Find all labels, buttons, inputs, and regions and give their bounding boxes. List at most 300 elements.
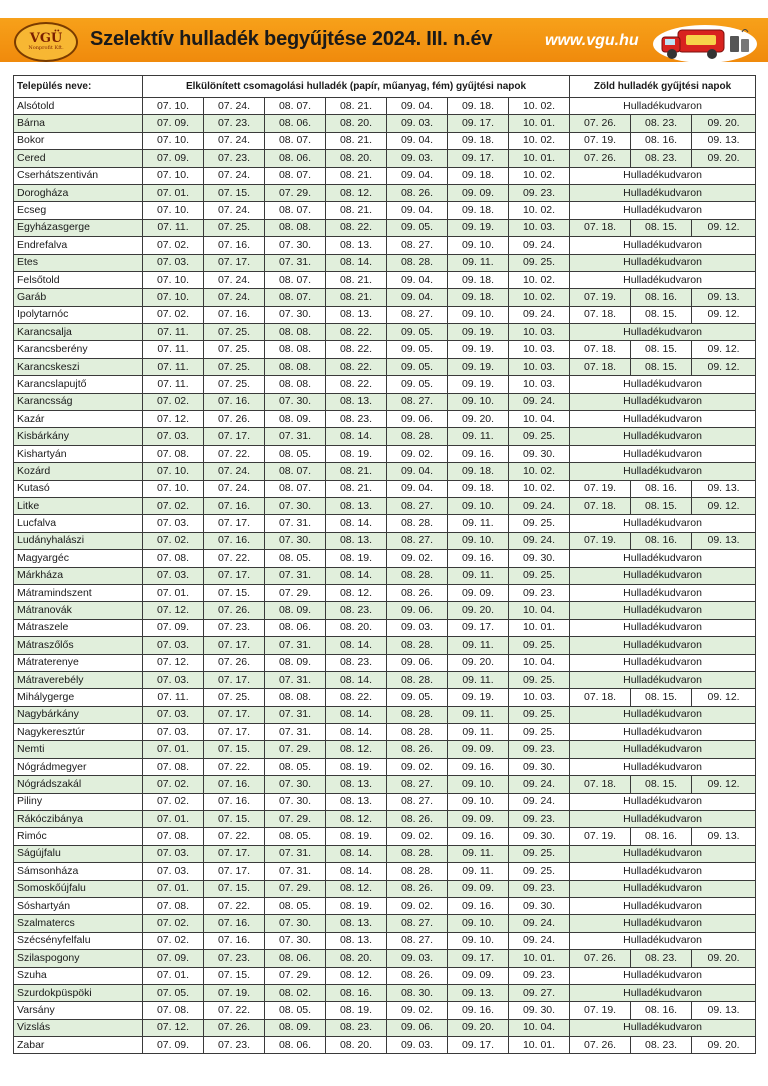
packaging-date: 08. 27.: [387, 932, 448, 949]
packaging-date: 07. 16.: [204, 915, 265, 932]
green-date: 09. 12.: [692, 219, 756, 236]
packaging-date: 09. 19.: [448, 324, 509, 341]
schedule-table-body: [14, 98, 756, 1054]
packaging-date: 09. 18.: [448, 98, 509, 115]
packaging-date: 09. 11.: [448, 515, 509, 532]
packaging-date: 08. 19.: [326, 897, 387, 914]
packaging-date: 08. 12.: [326, 880, 387, 897]
packaging-date: 09. 19.: [448, 341, 509, 358]
packaging-date: 07. 01.: [143, 880, 204, 897]
green-collection-note: Hulladékudvaron: [570, 897, 756, 914]
packaging-date: 07. 31.: [265, 515, 326, 532]
packaging-date: 09. 09.: [448, 880, 509, 897]
packaging-date: 07. 24.: [204, 271, 265, 288]
table-row: [14, 237, 756, 254]
packaging-date: 07. 02.: [143, 915, 204, 932]
packaging-date: 08. 28.: [387, 254, 448, 271]
packaging-date: 07. 29.: [265, 967, 326, 984]
table-row: [14, 132, 756, 149]
settlement-name: Karancskeszi: [14, 358, 143, 375]
table-row: [14, 306, 756, 323]
settlement-name: Garáb: [14, 289, 143, 306]
packaging-date: 08. 13.: [326, 532, 387, 549]
packaging-date: 08. 06.: [265, 115, 326, 132]
settlement-name: Mátraszőlős: [14, 637, 143, 654]
packaging-date: 10. 03.: [509, 689, 570, 706]
packaging-date: 07. 16.: [204, 532, 265, 549]
packaging-date: 09. 06.: [387, 1019, 448, 1036]
green-date: 08. 23.: [631, 950, 692, 967]
packaging-date: 08. 05.: [265, 550, 326, 567]
green-collection-note: Hulladékudvaron: [570, 811, 756, 828]
settlement-name: Kazár: [14, 411, 143, 428]
table-row: [14, 654, 756, 671]
packaging-date: 08. 06.: [265, 1037, 326, 1054]
packaging-date: 08. 07.: [265, 480, 326, 497]
packaging-date: 09. 11.: [448, 845, 509, 862]
packaging-date: 08. 08.: [265, 376, 326, 393]
packaging-date: 08. 08.: [265, 341, 326, 358]
packaging-date: 09. 20.: [448, 654, 509, 671]
packaging-date: 07. 30.: [265, 393, 326, 410]
green-collection-note: Hulladékudvaron: [570, 550, 756, 567]
packaging-date: 08. 06.: [265, 950, 326, 967]
packaging-date: 07. 09.: [143, 619, 204, 636]
packaging-date: 08. 07.: [265, 98, 326, 115]
packaging-date: 07. 23.: [204, 1037, 265, 1054]
packaging-date: 09. 11.: [448, 706, 509, 723]
settlement-name: Ludányhalászi: [14, 532, 143, 549]
packaging-date: 08. 13.: [326, 306, 387, 323]
packaging-date: 09. 04.: [387, 167, 448, 184]
packaging-date: 08. 20.: [326, 150, 387, 167]
table-row: [14, 376, 756, 393]
packaging-date: 09. 03.: [387, 115, 448, 132]
settlement-name: Rimóc: [14, 828, 143, 845]
green-date: 07. 18.: [570, 341, 631, 358]
packaging-date: 07. 10.: [143, 132, 204, 149]
packaging-date: 07. 11.: [143, 689, 204, 706]
green-date: 09. 13.: [692, 289, 756, 306]
green-date: 08. 15.: [631, 306, 692, 323]
green-date: 07. 18.: [570, 689, 631, 706]
settlement-name: Mátraszele: [14, 619, 143, 636]
green-date: 09. 13.: [692, 480, 756, 497]
packaging-date: 09. 30.: [509, 897, 570, 914]
packaging-date: 07. 17.: [204, 637, 265, 654]
green-date: 07. 19.: [570, 289, 631, 306]
settlement-name: Zabar: [14, 1037, 143, 1054]
green-collection-note: Hulladékudvaron: [570, 915, 756, 932]
packaging-date: 09. 16.: [448, 897, 509, 914]
green-collection-note: Hulladékudvaron: [570, 411, 756, 428]
packaging-date: 09. 19.: [448, 219, 509, 236]
green-collection-note: Hulladékudvaron: [570, 515, 756, 532]
packaging-date: 08. 08.: [265, 689, 326, 706]
packaging-date: 10. 03.: [509, 219, 570, 236]
packaging-date: 10. 01.: [509, 1037, 570, 1054]
table-row: [14, 324, 756, 341]
packaging-date: 09. 20.: [448, 602, 509, 619]
packaging-date: 08. 22.: [326, 324, 387, 341]
packaging-date: 09. 25.: [509, 637, 570, 654]
green-collection-note: Hulladékudvaron: [570, 863, 756, 880]
green-collection-note: Hulladékudvaron: [570, 184, 756, 201]
packaging-date: 08. 27.: [387, 915, 448, 932]
packaging-date: 08. 22.: [326, 358, 387, 375]
packaging-date: 09. 18.: [448, 132, 509, 149]
settlement-name: Ecseg: [14, 202, 143, 219]
packaging-date: 10. 04.: [509, 654, 570, 671]
packaging-date: 07. 16.: [204, 776, 265, 793]
packaging-date: 07. 08.: [143, 1002, 204, 1019]
packaging-date: 08. 09.: [265, 602, 326, 619]
packaging-date: 07. 09.: [143, 150, 204, 167]
settlement-column-header: Település neve:: [14, 76, 143, 98]
table-row: [14, 637, 756, 654]
packaging-date: 08. 21.: [326, 202, 387, 219]
settlement-name: Bárna: [14, 115, 143, 132]
packaging-date: 09. 25.: [509, 671, 570, 688]
packaging-date: 09. 04.: [387, 202, 448, 219]
packaging-date: 07. 15.: [204, 967, 265, 984]
green-date: 08. 15.: [631, 497, 692, 514]
packaging-date: 09. 19.: [448, 376, 509, 393]
packaging-date: 07. 23.: [204, 150, 265, 167]
packaging-date: 07. 31.: [265, 706, 326, 723]
packaging-date: 08. 08.: [265, 219, 326, 236]
settlement-name: Szurdokpüspöki: [14, 984, 143, 1001]
green-date: 07. 26.: [570, 950, 631, 967]
packaging-date: 07. 31.: [265, 428, 326, 445]
packaging-date: 09. 24.: [509, 306, 570, 323]
green-date: 08. 15.: [631, 358, 692, 375]
green-collection-note: Hulladékudvaron: [570, 271, 756, 288]
packaging-date: 07. 09.: [143, 115, 204, 132]
table-row: [14, 550, 756, 567]
packaging-date: 08. 13.: [326, 497, 387, 514]
packaging-date: 07. 05.: [143, 984, 204, 1001]
packaging-date: 07. 29.: [265, 584, 326, 601]
packaging-date: 08. 14.: [326, 567, 387, 584]
green-date: 07. 26.: [570, 1037, 631, 1054]
settlement-name: Cered: [14, 150, 143, 167]
packaging-date: 09. 11.: [448, 671, 509, 688]
packaging-date: 07. 10.: [143, 463, 204, 480]
table-row: [14, 497, 756, 514]
settlement-name: Felsőtold: [14, 271, 143, 288]
packaging-date: 09. 11.: [448, 637, 509, 654]
packaging-date: 09. 09.: [448, 811, 509, 828]
packaging-date: 07. 10.: [143, 271, 204, 288]
packaging-date: 08. 14.: [326, 254, 387, 271]
settlement-name: Kutasó: [14, 480, 143, 497]
settlement-name: Somoskőújfalu: [14, 880, 143, 897]
green-date: 09. 13.: [692, 532, 756, 549]
packaging-date: 07. 30.: [265, 306, 326, 323]
table-row: [14, 776, 756, 793]
green-column-header: Zöld hulladék gyűjtési napok: [570, 76, 756, 98]
packaging-date: 07. 02.: [143, 793, 204, 810]
schedule-table: [13, 75, 756, 1054]
packaging-date: 09. 24.: [509, 932, 570, 949]
packaging-date: 09. 02.: [387, 897, 448, 914]
packaging-date: 07. 25.: [204, 358, 265, 375]
green-date: 08. 15.: [631, 341, 692, 358]
packaging-date: 07. 10.: [143, 202, 204, 219]
table-row: [14, 532, 756, 549]
packaging-date: 07. 17.: [204, 863, 265, 880]
packaging-date: 08. 02.: [265, 984, 326, 1001]
packaging-date: 07. 24.: [204, 202, 265, 219]
packaging-date: 09. 02.: [387, 445, 448, 462]
packaging-date: 09. 30.: [509, 828, 570, 845]
packaging-date: 07. 03.: [143, 724, 204, 741]
settlement-name: Magyargéc: [14, 550, 143, 567]
settlement-name: Nógrádszakál: [14, 776, 143, 793]
packaging-date: 07. 17.: [204, 428, 265, 445]
green-collection-note: Hulladékudvaron: [570, 671, 756, 688]
packaging-date: 07. 19.: [204, 984, 265, 1001]
packaging-date: 07. 01.: [143, 967, 204, 984]
packaging-date: 08. 21.: [326, 167, 387, 184]
packaging-date: 08. 21.: [326, 132, 387, 149]
table-row: [14, 880, 756, 897]
packaging-date: 07. 17.: [204, 254, 265, 271]
packaging-date: 09. 24.: [509, 776, 570, 793]
table-row: [14, 1002, 756, 1019]
packaging-date: 08. 28.: [387, 567, 448, 584]
green-date: 08. 16.: [631, 828, 692, 845]
packaging-date: 07. 29.: [265, 184, 326, 201]
settlement-name: Karancsalja: [14, 324, 143, 341]
packaging-date: 09. 17.: [448, 619, 509, 636]
packaging-date: 08. 22.: [326, 341, 387, 358]
packaging-date: 07. 24.: [204, 480, 265, 497]
table-row: [14, 150, 756, 167]
green-collection-note: Hulladékudvaron: [570, 567, 756, 584]
packaging-date: 08. 28.: [387, 706, 448, 723]
packaging-date: 09. 17.: [448, 150, 509, 167]
packaging-date: 08. 13.: [326, 393, 387, 410]
packaging-date: 08. 19.: [326, 1002, 387, 1019]
packaging-date: 08. 20.: [326, 950, 387, 967]
packaging-date: 09. 16.: [448, 1002, 509, 1019]
green-collection-note: Hulladékudvaron: [570, 376, 756, 393]
green-collection-note: Hulladékudvaron: [570, 793, 756, 810]
packaging-date: 07. 10.: [143, 289, 204, 306]
packaging-date: 07. 16.: [204, 793, 265, 810]
packaging-date: 09. 24.: [509, 793, 570, 810]
packaging-date: 08. 09.: [265, 1019, 326, 1036]
packaging-date: 07. 22.: [204, 897, 265, 914]
website-link[interactable]: www.vgu.hu: [545, 32, 639, 49]
packaging-date: 10. 01.: [509, 150, 570, 167]
packaging-date: 07. 25.: [204, 219, 265, 236]
packaging-date: 08. 12.: [326, 741, 387, 758]
packaging-date: 08. 19.: [326, 828, 387, 845]
packaging-date: 07. 30.: [265, 776, 326, 793]
packaging-date: 09. 04.: [387, 463, 448, 480]
settlement-name: Dorogháza: [14, 184, 143, 201]
packaging-date: 09. 03.: [387, 1037, 448, 1054]
packaging-date: 07. 15.: [204, 811, 265, 828]
packaging-date: 10. 03.: [509, 376, 570, 393]
settlement-name: Nagykeresztúr: [14, 724, 143, 741]
green-collection-note: Hulladékudvaron: [570, 202, 756, 219]
packaging-date: 07. 17.: [204, 515, 265, 532]
green-date: 08. 15.: [631, 689, 692, 706]
packaging-date: 09. 25.: [509, 254, 570, 271]
packaging-date: 08. 28.: [387, 863, 448, 880]
packaging-date: 09. 17.: [448, 1037, 509, 1054]
packaging-date: 07. 22.: [204, 550, 265, 567]
table-row: [14, 984, 756, 1001]
packaging-date: 07. 24.: [204, 132, 265, 149]
packaging-date: 07. 03.: [143, 515, 204, 532]
settlement-name: Ságújfalu: [14, 845, 143, 862]
packaging-date: 07. 12.: [143, 654, 204, 671]
packaging-date: 10. 04.: [509, 1019, 570, 1036]
packaging-date: 07. 08.: [143, 897, 204, 914]
green-date: 07. 18.: [570, 219, 631, 236]
packaging-date: 09. 24.: [509, 497, 570, 514]
green-collection-note: Hulladékudvaron: [570, 602, 756, 619]
table-row: [14, 724, 756, 741]
table-row: [14, 897, 756, 914]
packaging-date: 10. 04.: [509, 411, 570, 428]
settlement-name: Mihálygerge: [14, 689, 143, 706]
green-collection-note: Hulladékudvaron: [570, 706, 756, 723]
packaging-date: 07. 30.: [265, 793, 326, 810]
packaging-date: 07. 12.: [143, 411, 204, 428]
table-row: [14, 463, 756, 480]
packaging-date: 07. 31.: [265, 637, 326, 654]
packaging-date: 07. 02.: [143, 393, 204, 410]
table-row: [14, 515, 756, 532]
packaging-date: 07. 02.: [143, 532, 204, 549]
packaging-date: 09. 16.: [448, 550, 509, 567]
packaging-date: 07. 30.: [265, 237, 326, 254]
green-date: 09. 12.: [692, 497, 756, 514]
table-row: [14, 793, 756, 810]
settlement-name: Alsótold: [14, 98, 143, 115]
green-collection-note: Hulladékudvaron: [570, 463, 756, 480]
packaging-date: 08. 14.: [326, 724, 387, 741]
green-date: 08. 16.: [631, 132, 692, 149]
packaging-date: 10. 03.: [509, 341, 570, 358]
table-row: [14, 271, 756, 288]
packaging-date: 07. 31.: [265, 671, 326, 688]
garbage-truck-icon: [650, 22, 760, 64]
packaging-date: 07. 11.: [143, 358, 204, 375]
settlement-name: Bokor: [14, 132, 143, 149]
packaging-date: 08. 09.: [265, 654, 326, 671]
packaging-date: 08. 08.: [265, 358, 326, 375]
settlement-name: Kishartyán: [14, 445, 143, 462]
packaging-date: 07. 16.: [204, 237, 265, 254]
packaging-date: 08. 14.: [326, 706, 387, 723]
packaging-date: 09. 18.: [448, 289, 509, 306]
table-row: [14, 445, 756, 462]
packaging-date: 08. 08.: [265, 324, 326, 341]
green-date: 09. 13.: [692, 1002, 756, 1019]
packaging-date: 07. 03.: [143, 845, 204, 862]
packaging-date: 08. 23.: [326, 1019, 387, 1036]
green-date: 09. 20.: [692, 950, 756, 967]
packaging-date: 09. 30.: [509, 758, 570, 775]
green-collection-note: Hulladékudvaron: [570, 254, 756, 271]
green-collection-note: Hulladékudvaron: [570, 324, 756, 341]
packaging-date: 08. 14.: [326, 515, 387, 532]
packaging-date: 08. 20.: [326, 619, 387, 636]
green-date: 08. 16.: [631, 1002, 692, 1019]
packaging-date: 09. 11.: [448, 567, 509, 584]
packaging-date: 07. 01.: [143, 741, 204, 758]
packaging-date: 09. 23.: [509, 967, 570, 984]
green-collection-note: Hulladékudvaron: [570, 654, 756, 671]
green-date: 09. 20.: [692, 1037, 756, 1054]
packaging-date: 09. 02.: [387, 1002, 448, 1019]
packaging-date: 07. 31.: [265, 724, 326, 741]
packaging-date: 10. 01.: [509, 115, 570, 132]
packaging-date: 07. 22.: [204, 758, 265, 775]
packaging-date: 07. 01.: [143, 811, 204, 828]
packaging-date: 09. 18.: [448, 202, 509, 219]
packaging-date: 07. 30.: [265, 932, 326, 949]
page-header: [0, 0, 768, 68]
packaging-date: 09. 18.: [448, 167, 509, 184]
packaging-date: 09. 27.: [509, 984, 570, 1001]
packaging-date: 07. 17.: [204, 724, 265, 741]
settlement-name: Szilaspogony: [14, 950, 143, 967]
green-date: 08. 23.: [631, 150, 692, 167]
packaging-date: 09. 10.: [448, 306, 509, 323]
packaging-date: 10. 04.: [509, 602, 570, 619]
packaging-date: 09. 02.: [387, 828, 448, 845]
table-row: [14, 202, 756, 219]
table-row: [14, 428, 756, 445]
packaging-date: 07. 16.: [204, 393, 265, 410]
settlement-name: Sámsonháza: [14, 863, 143, 880]
green-collection-note: Hulladékudvaron: [570, 167, 756, 184]
green-date: 08. 16.: [631, 532, 692, 549]
packaging-date: 07. 15.: [204, 880, 265, 897]
packaging-date: 09. 04.: [387, 98, 448, 115]
green-date: 07. 18.: [570, 776, 631, 793]
packaging-date: 09. 23.: [509, 184, 570, 201]
page-title: Szelektív hulladék begyűjtése 2024. III. n.év: [90, 28, 493, 50]
packaging-date: 08. 13.: [326, 793, 387, 810]
packaging-date: 07. 11.: [143, 219, 204, 236]
packaging-date: 07. 03.: [143, 428, 204, 445]
packaging-date: 09. 19.: [448, 358, 509, 375]
packaging-date: 08. 19.: [326, 758, 387, 775]
packaging-date: 07. 17.: [204, 671, 265, 688]
green-date: 07. 19.: [570, 828, 631, 845]
packaging-date: 09. 23.: [509, 880, 570, 897]
packaging-date: 07. 15.: [204, 741, 265, 758]
packaging-date: 07. 02.: [143, 497, 204, 514]
settlement-name: Cserhátszentiván: [14, 167, 143, 184]
packaging-date: 09. 04.: [387, 289, 448, 306]
packaging-date: 09. 10.: [448, 237, 509, 254]
settlement-name: Varsány: [14, 1002, 143, 1019]
settlement-name: Mátranovák: [14, 602, 143, 619]
packaging-date: 09. 09.: [448, 584, 509, 601]
table-row: [14, 950, 756, 967]
packaging-date: 07. 25.: [204, 341, 265, 358]
